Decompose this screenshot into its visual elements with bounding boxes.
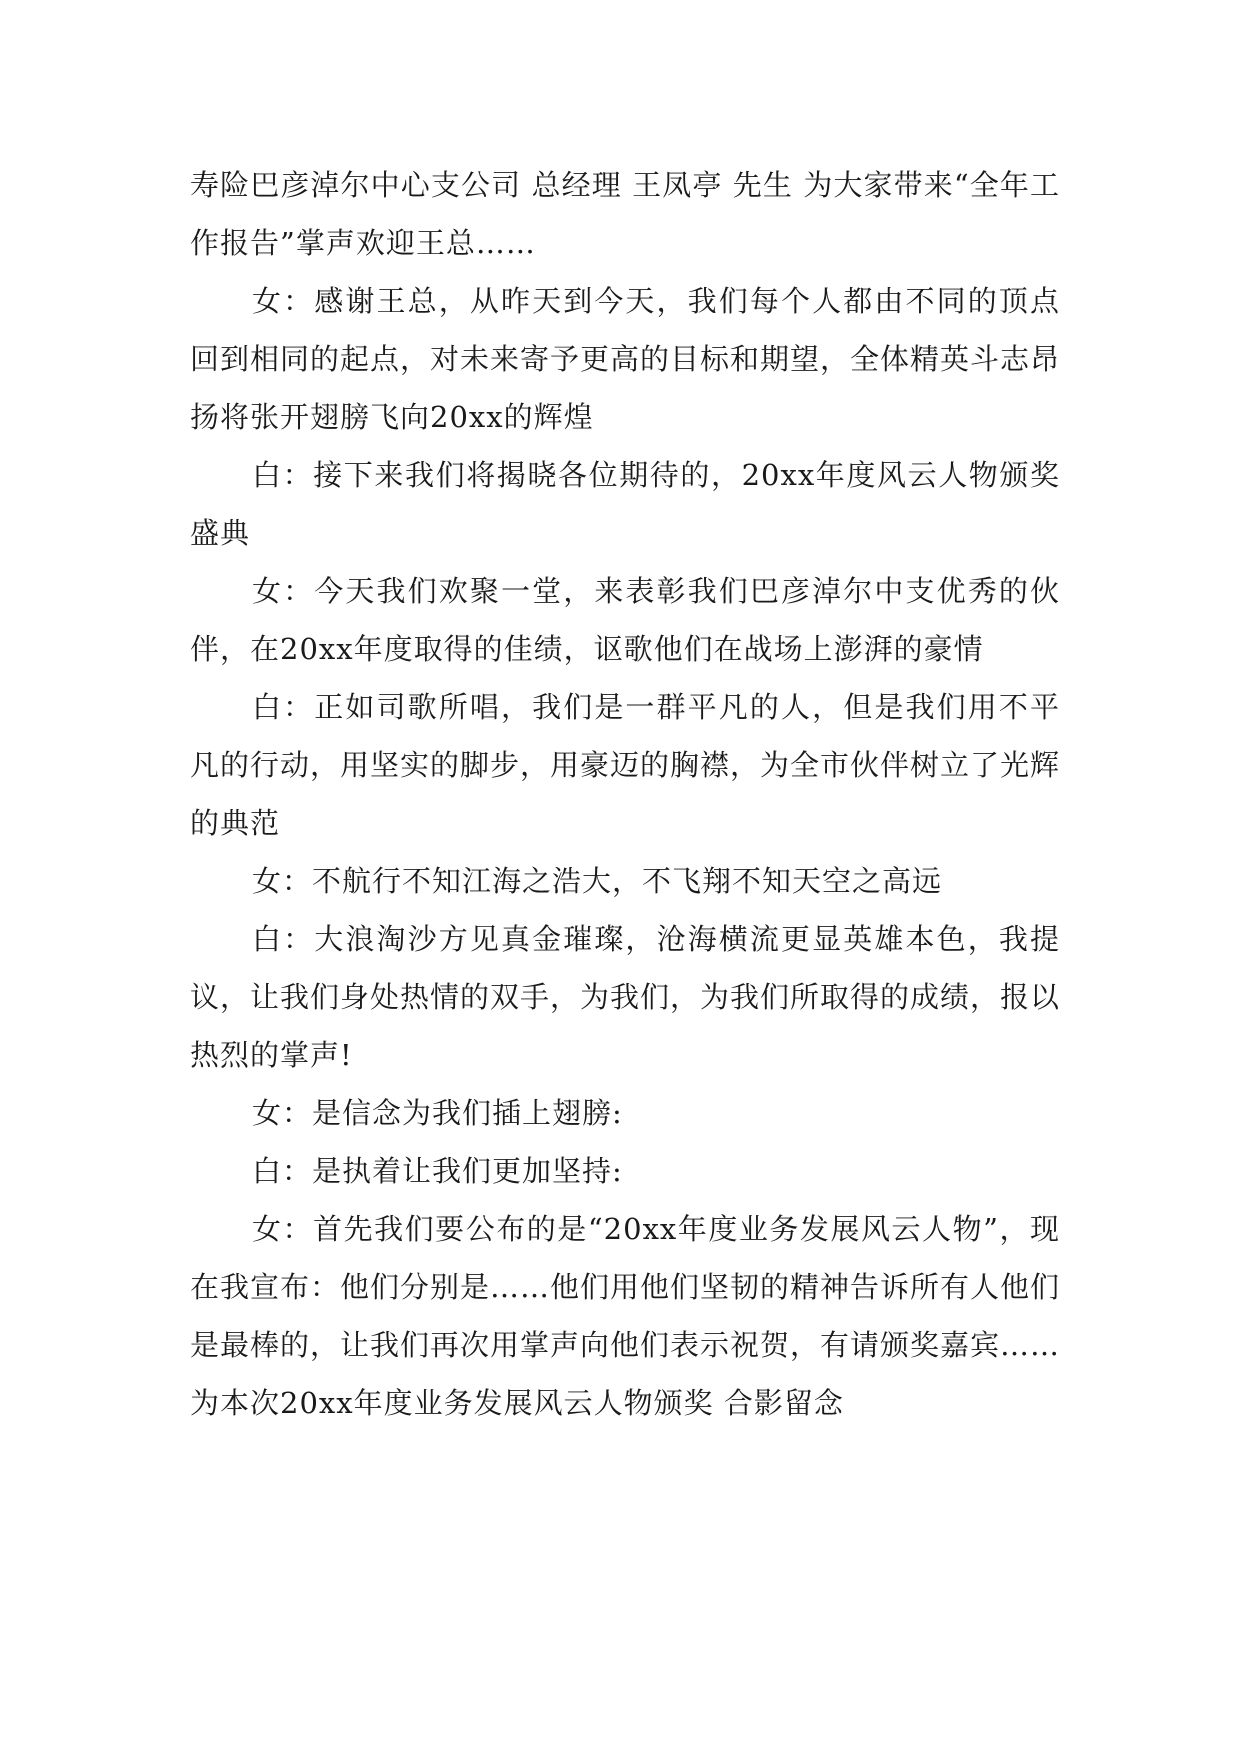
paragraph: 白：正如司歌所唱，我们是一群平凡的人，但是我们用不平凡的行动，用坚实的脚步，用豪迈的胸襟，为全市伙伴树立了光辉的典范 <box>190 690 1061 840</box>
paragraph: 女：不航行不知江海之浩大，不飞翔不知天空之高远 <box>252 864 943 898</box>
paragraph: 女：感谢王总，从昨天到今天，我们每个人都由不同的顶点回到相同的起点，对未来寄予更高的目标和期望，全体精英斗志昂扬将张开翅膀飞向20xx的辉煌 <box>190 284 1061 434</box>
paragraph: 白：大浪淘沙方见真金璀璨，沧海横流更显英雄本色，我提议，让我们身处热情的双手，为我们，为我们所取得的成绩，报以热烈的掌声! <box>190 922 1061 1072</box>
document-body <box>190 156 1060 1432</box>
paragraph: 女：是信念为我们插上翅膀: <box>252 1096 623 1130</box>
paragraph: 白：是执着让我们更加坚持: <box>252 1154 623 1188</box>
paragraph: 女：首先我们要公布的是“20xx年度业务发展风云人物”，现在我宣布：他们分别是……他们用他们坚韧的精神告诉所有人他们是最棒的，让我们再次用掌声向他们表示祝贺，有请颁奖嘉宾……为本次20xx年度业务发展风云人物颁奖 合影留念 <box>190 1212 1061 1420</box>
paragraph: 白：接下来我们将揭晓各位期待的，20xx年度风云人物颁奖盛典 <box>190 458 1060 550</box>
paragraph: 女：今天我们欢聚一堂，来表彰我们巴彦淖尔中支优秀的伙伴，在20xx年度取得的佳绩，讴歌他们在战场上澎湃的豪情 <box>190 574 1060 666</box>
paragraph: 寿险巴彦淖尔中心支公司 总经理 王凤亭 先生 为大家带来“全年工作报告”掌声欢迎王总…… <box>190 168 1060 260</box>
